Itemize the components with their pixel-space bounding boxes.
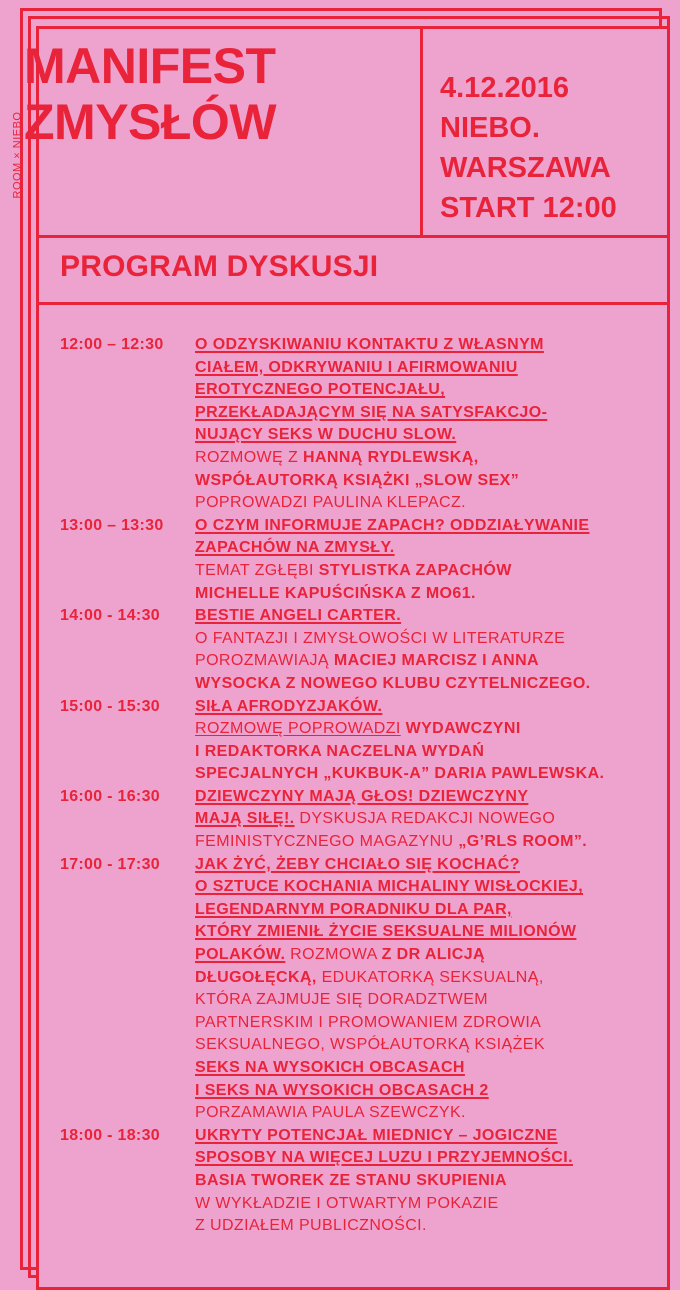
- schedule-description: [195, 605, 670, 695]
- schedule-time: 12:00 – 12:30: [60, 336, 164, 353]
- brand-text: ROOM × NIEBO: [11, 111, 23, 199]
- schedule-description: [195, 696, 670, 786]
- schedule-item: [60, 854, 670, 1125]
- talk-speaker: Z DR ALICJĄ: [381, 946, 486, 964]
- event-city: WARSZAWA: [440, 152, 611, 184]
- talk-title-line: O CZYM INFORMUJE ZAPACH? ODDZIAŁYWANIE: [195, 516, 590, 534]
- talk-title-line: PRZEKŁADAJĄCYM SIĘ NA SATYSFAKCJO-: [195, 403, 548, 421]
- schedule-description: [195, 515, 670, 605]
- talk-speaker: STYLISTKA ZAPACHÓW: [318, 561, 512, 579]
- talk-title-line: SPOSOBY NA WIĘCEJ LUZU I PRZYJEMNOŚCI.: [195, 1149, 573, 1167]
- schedule-item: [60, 1125, 670, 1238]
- talk-text: POPROWADZI PAULINA KLEPACZ.: [195, 494, 467, 512]
- talk-title-line: KTÓRY ZMIENIŁ ŻYCIE SEKSUALNE MILIONÓW: [195, 923, 577, 941]
- talk-speaker: MACIEJ MARCISZ I ANNA: [333, 652, 539, 670]
- schedule-item: [60, 334, 670, 515]
- schedule-description: [195, 334, 670, 515]
- divider-top: [36, 235, 670, 238]
- talk-speaker: HANNĄ RYDLEWSKĄ,: [302, 448, 479, 466]
- magazine-name: „G’RLS ROOM”.: [458, 833, 588, 851]
- talk-title-line: UKRYTY POTENCJAŁ MIEDNICY – JOGICZNE: [195, 1126, 558, 1144]
- schedule-description: [195, 1125, 670, 1238]
- talk-text: ROZMOWĘ Z: [195, 448, 303, 466]
- talk-speaker: WSPÓŁAUTORKĄ KSIĄŻKI „SLOW SEX”: [195, 471, 520, 489]
- talk-text: ROZMOWĘ POPROWADZI: [195, 720, 401, 738]
- talk-text: ROZMOWA: [285, 946, 382, 964]
- schedule-description: [195, 854, 670, 1125]
- talk-speaker: MICHELLE KAPUŚCIŃSKA Z MO61.: [195, 584, 476, 602]
- title-line-2: ZMYSŁÓW: [24, 94, 277, 150]
- talk-title-line: O SZTUCE KOCHANIA MICHALINY WISŁOCKIEJ,: [195, 878, 584, 896]
- schedule-description: [195, 786, 670, 854]
- schedule-time: 17:00 - 17:30: [60, 855, 160, 873]
- talk-title-line: CIAŁEM, ODKRYWANIU I AFIRMOWANIU: [195, 358, 518, 376]
- talk-text: TEMAT ZGŁĘBI: [195, 561, 319, 579]
- talk-text: SEKSUALNEGO, WSPÓŁAUTORKĄ KSIĄŻEK: [195, 1036, 545, 1054]
- talk-title-line: EROTYCZNEGO POTENCJAŁU,: [195, 381, 446, 399]
- talk-text: PORZAMAWIA PAULA SZEWCZYK.: [195, 1104, 466, 1122]
- title-line-1: MANIFEST: [24, 38, 276, 94]
- talk-title-line: MAJĄ SIŁĘ!.: [195, 810, 295, 828]
- schedule-time: 15:00 - 15:30: [60, 697, 160, 715]
- talk-title-line: DZIEWCZYNY MAJĄ GŁOS! DZIEWCZYNY: [195, 787, 529, 805]
- schedule-time: 14:00 - 14:30: [60, 607, 160, 625]
- event-venue: NIEBO.: [440, 112, 540, 144]
- talk-title-line: POLAKÓW.: [195, 946, 286, 964]
- event-start: START 12:00: [440, 192, 617, 224]
- talk-text: KTÓRA ZAJMUJE SIĘ DORADZTWEM: [195, 991, 488, 1009]
- talk-text: PARTNERSKIM I PROMOWANIEM ZDROWIA: [195, 1013, 542, 1031]
- talk-title-line: BESTIE ANGELI CARTER.: [195, 607, 402, 625]
- talk-text: O FANTAZJI I ZMYSŁOWOŚCI W LITERATURZE: [195, 629, 566, 647]
- book-title: I SEKS NA WYSOKICH OBCASACH 2: [195, 1081, 489, 1099]
- talk-title-line: SIŁA AFRODYZJAKÓW.: [195, 697, 383, 715]
- talk-title-line: ZAPACHÓW NA ZMYSŁY.: [195, 539, 395, 557]
- schedule-item: [60, 696, 670, 786]
- book-title: SEKS NA WYSOKICH OBCASACH: [195, 1059, 465, 1076]
- schedule-list: [60, 334, 670, 1238]
- talk-speaker: WYDAWCZYNI: [400, 720, 521, 738]
- talk-speaker: DŁUGOŁĘCKĄ,: [195, 968, 317, 986]
- schedule-item: [60, 605, 670, 695]
- schedule-time: 18:00 - 18:30: [60, 1126, 160, 1144]
- event-date: 4.12.2016: [440, 72, 570, 104]
- divider-bottom: [36, 302, 670, 305]
- event-info: [440, 68, 617, 228]
- talk-speaker: WYSOCKA Z NOWEGO KLUBU CZYTELNICZEGO.: [195, 674, 591, 692]
- talk-title-line: LEGENDARNYM PORADNIKU DLA PAR,: [195, 900, 512, 918]
- talk-title-line: JAK ŻYĆ, ŻEBY CHCIAŁO SIĘ KOCHAĆ?: [195, 855, 520, 873]
- poster-title: [24, 38, 276, 150]
- talk-speaker: SPECJALNYCH „KUKBUK-A” DARIA PAWLEWSKA.: [195, 765, 605, 783]
- talk-text: DYSKUSJA REDAKCJI NOWEGO: [294, 810, 556, 828]
- talk-text: FEMINISTYCZNEGO MAGAZYNU: [195, 833, 459, 851]
- talk-text: Z UDZIAŁEM PUBLICZNOŚCI.: [195, 1217, 427, 1235]
- talk-title-line: NUJĄCY SEKS W DUCHU SLOW.: [195, 426, 457, 444]
- talk-text: EDUKATORKĄ SEKSUALNĄ,: [316, 968, 544, 986]
- schedule-time: 16:00 - 16:30: [60, 787, 160, 805]
- talk-text: W WYKŁADZIE I OTWARTYM POKAZIE: [195, 1194, 499, 1212]
- schedule-item: [60, 515, 670, 605]
- schedule-item: [60, 786, 670, 854]
- schedule-time: 13:00 – 13:30: [60, 516, 164, 534]
- talk-title-line: O ODZYSKIWANIU KONTAKTU Z WŁASNYM: [195, 336, 544, 353]
- program-title: PROGRAM DYSKUSJI: [60, 250, 379, 283]
- talk-speaker: BASIA TWOREK ZE STANU SKUPIENIA: [195, 1171, 507, 1189]
- talk-text: POROZMAWIAJĄ: [195, 652, 334, 670]
- talk-speaker: I REDAKTORKA NACZELNA WYDAŃ: [195, 742, 485, 760]
